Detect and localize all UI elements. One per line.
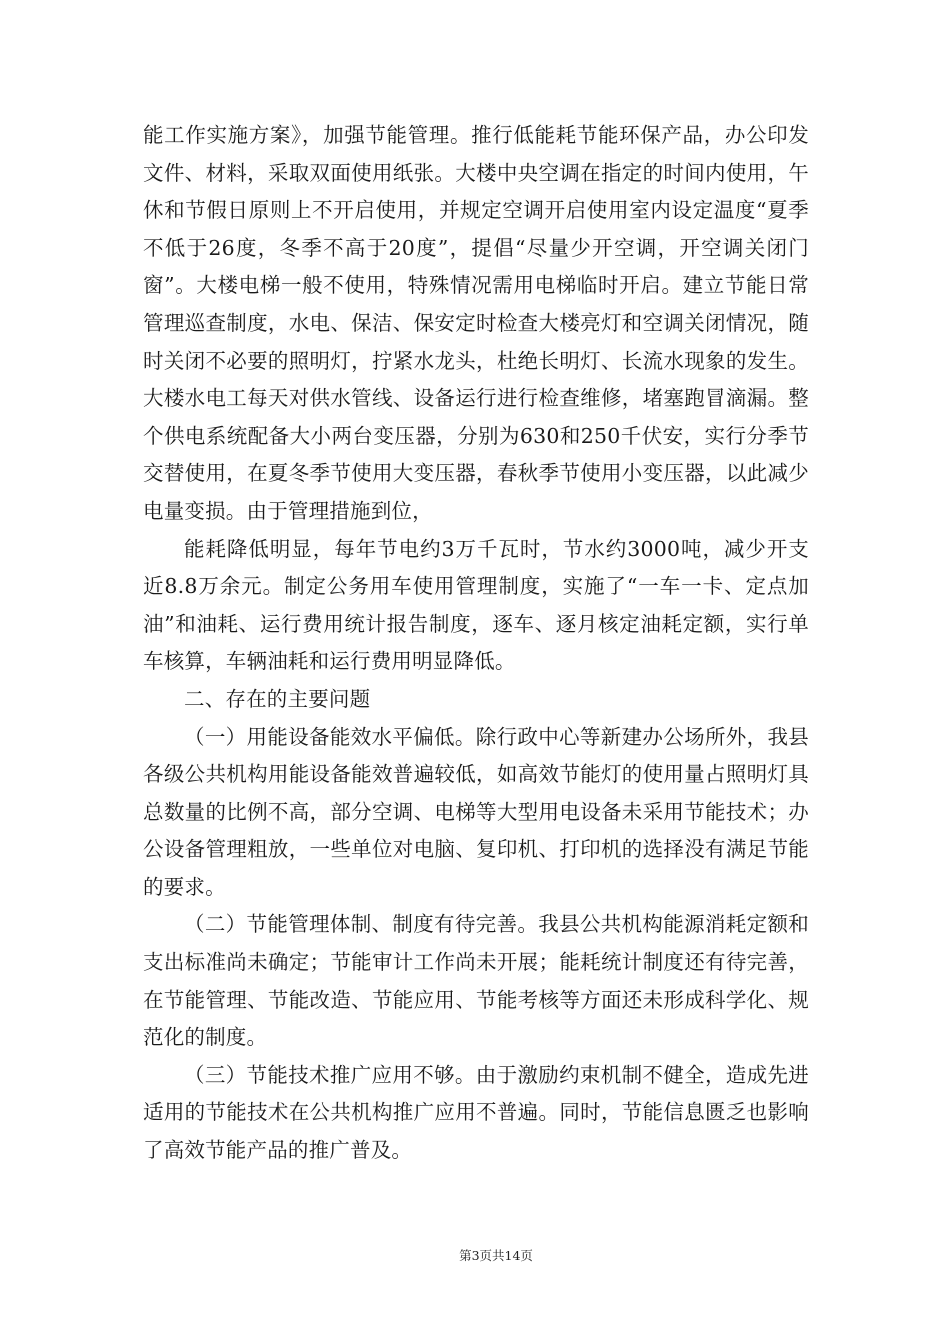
page-number-footer: 第3页共14页: [459, 1248, 533, 1263]
document-body: [143, 117, 809, 1170]
section-heading-main-problems: 二、存在的主要问题: [184, 686, 371, 711]
paragraph-energy-results: 能耗降低明显，每年节电约3万千瓦时，节水约3000吨，减少开支近8.8万余元。制定公务用车使用管理制度，实施了“一车一卡、定点加油”和油耗、运行费用统计报告制度，逐车、逐月核定油耗定额，实行单车核算，车辆油耗和运行费用明显降低。: [143, 536, 809, 674]
paragraph-problem-equipment: （一）用能设备能效水平偏低。除行政中心等新建办公场所外，我县各级公共机构用能设备能效普遍较低，如高效节能灯的使用量占照明灯具总数量的比例不高，部分空调、电梯等大型用电设备未采用节能技术；办公设备管理粗放，一些单位对电脑、复印机、打印机的选择没有满足节能的要求。: [143, 724, 809, 899]
paragraph-problem-technology: （三）节能技术推广应用不够。由于激励约束机制不健全，造成先进适用的节能技术在公共机构推广应用不普遍。同时，节能信息匮乏也影响了高效节能产品的推广普及。: [143, 1062, 809, 1163]
paragraph-problem-system: （二）节能管理体制、制度有待完善。我县公共机构能源消耗定额和支出标准尚未确定；节能审计工作尚未开展；能耗统计制度还有待完善，在节能管理、节能改造、节能应用、节能考核等方面还未形成科学化、规范化的制度。: [143, 912, 809, 1050]
paragraph-energy-management: 能工作实施方案》，加强节能管理。推行低能耗节能环保产品，办公印发文件、材料，采取双面使用纸张。大楼中央空调在指定的时间内使用，午休和节假日原则上不开启使用，并规定空调开启使用室内设定温度“夏季不低于26度，冬季不高于20度”，提倡“尽量少开空调，开空调关闭门窗”。大楼电梯一般不使用，特殊情况需用电梯临时开启。建立节能日常管理巡查制度，水电、保洁、保安定时检查大楼亮灯和空调关闭情况，随时关闭不必要的照明灯，拧紧水龙头，杜绝长明灯、长流水现象的发生。大楼水电工每天对供水管线、设备运行进行检查维修，堵塞跑冒滴漏。整个供电系统配备大小两台变压器，分别为630和250千伏安，实行分季节交替使用，在夏冬季节使用大变压器，春秋季节使用小变压器，以此减少电量变损。由于管理措施到位，: [143, 123, 809, 523]
